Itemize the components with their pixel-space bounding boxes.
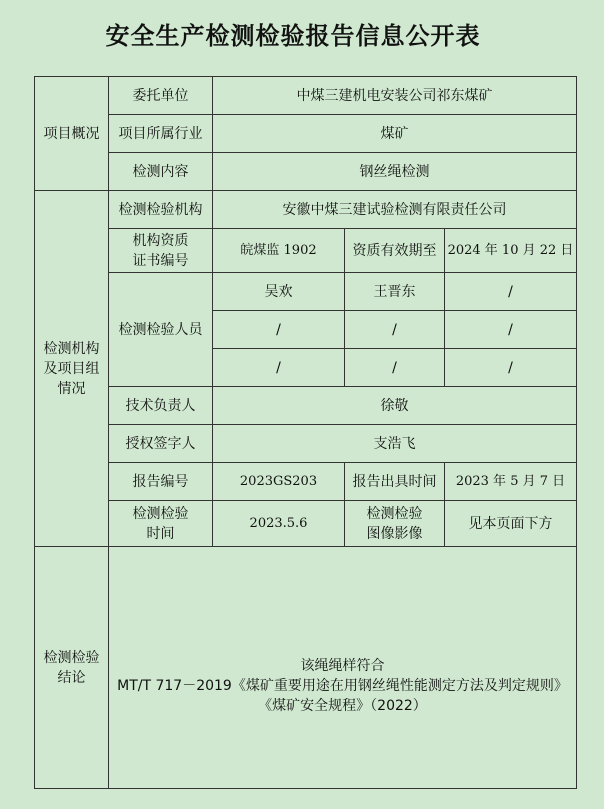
institution-value: 安徽中煤三建试验检测有限责任公司 bbox=[213, 191, 577, 229]
personnel-row bbox=[35, 273, 577, 311]
personnel-cell: / bbox=[345, 311, 445, 349]
section-org-line: 情况 bbox=[57, 380, 86, 397]
image-label bbox=[345, 501, 445, 547]
section-project-overview: 项目概况 bbox=[35, 77, 109, 191]
image-label-line: 图像影像 bbox=[366, 525, 423, 542]
section-conclusion-line: 检测检验 bbox=[43, 649, 100, 666]
row-report bbox=[35, 463, 577, 501]
institution-label: 检测检验机构 bbox=[109, 191, 213, 229]
personnel-cell: 吴欢 bbox=[213, 273, 345, 311]
report-no-value: 2023GS203 bbox=[213, 463, 345, 501]
validity-label: 资质有效期至 bbox=[345, 229, 445, 273]
conclusion-text bbox=[109, 547, 577, 789]
conclusion-line: 《煤矿安全规程》（2022） bbox=[258, 697, 427, 714]
report-no-label: 报告编号 bbox=[109, 463, 213, 501]
page-title: 安全生产检测检验报告信息公开表 bbox=[105, 22, 481, 50]
tech-lead-label: 技术负责人 bbox=[109, 387, 213, 425]
personnel-cell: / bbox=[445, 311, 577, 349]
content-label: 检测内容 bbox=[109, 153, 213, 191]
tech-lead-value: 徐敬 bbox=[213, 387, 577, 425]
client-value: 中煤三建机电安装公司祁东煤矿 bbox=[213, 77, 577, 115]
row-cert bbox=[35, 229, 577, 273]
validity-value: 2024 年 10 月 22 日 bbox=[445, 229, 577, 273]
conclusion-line: 该绳绳样符合 bbox=[300, 657, 385, 674]
section-org-line: 检测机构 bbox=[43, 340, 100, 357]
section-org-team bbox=[35, 191, 109, 547]
test-time-label bbox=[109, 501, 213, 547]
cert-label-line: 证书编号 bbox=[132, 252, 189, 269]
industry-label: 项目所属行业 bbox=[109, 115, 213, 153]
issue-time-value: 2023 年 5 月 7 日 bbox=[445, 463, 577, 501]
row-industry bbox=[35, 115, 577, 153]
image-label-line: 检测检验 bbox=[366, 505, 423, 522]
signer-label: 授权签字人 bbox=[109, 425, 213, 463]
personnel-cell: / bbox=[445, 349, 577, 387]
content-value: 钢丝绳检测 bbox=[213, 153, 577, 191]
personnel-cell: 王晋东 bbox=[345, 273, 445, 311]
conclusion-line: MT/T 717－2019《煤矿重要用途在用钢丝绳性能测定方法及判定规则》 bbox=[117, 677, 568, 694]
client-label: 委托单位 bbox=[109, 77, 213, 115]
personnel-cell: / bbox=[213, 349, 345, 387]
row-client bbox=[35, 77, 577, 115]
info-table bbox=[34, 76, 577, 789]
section-conclusion-line: 结论 bbox=[57, 669, 86, 686]
section-conclusion bbox=[35, 547, 109, 789]
row-content bbox=[35, 153, 577, 191]
issue-time-label: 报告出具时间 bbox=[345, 463, 445, 501]
cert-label-line: 机构资质 bbox=[132, 232, 189, 249]
test-time-label-line: 时间 bbox=[146, 525, 175, 542]
personnel-label: 检测检验人员 bbox=[109, 273, 213, 387]
test-time-label-line: 检测检验 bbox=[132, 505, 189, 522]
personnel-cell: / bbox=[445, 273, 577, 311]
cert-label bbox=[109, 229, 213, 273]
row-test-time bbox=[35, 501, 577, 547]
signer-value: 支浩飞 bbox=[213, 425, 577, 463]
personnel-cell: / bbox=[345, 349, 445, 387]
test-time-value: 2023.5.6 bbox=[213, 501, 345, 547]
cert-value: 皖煤监 1902 bbox=[213, 229, 345, 273]
row-tech-lead bbox=[35, 387, 577, 425]
image-value: 见本页面下方 bbox=[445, 501, 577, 547]
row-signer bbox=[35, 425, 577, 463]
section-org-line: 及项目组 bbox=[43, 360, 100, 377]
personnel-cell: / bbox=[213, 311, 345, 349]
row-conclusion bbox=[35, 547, 577, 789]
industry-value: 煤矿 bbox=[213, 115, 577, 153]
row-institution bbox=[35, 191, 577, 229]
